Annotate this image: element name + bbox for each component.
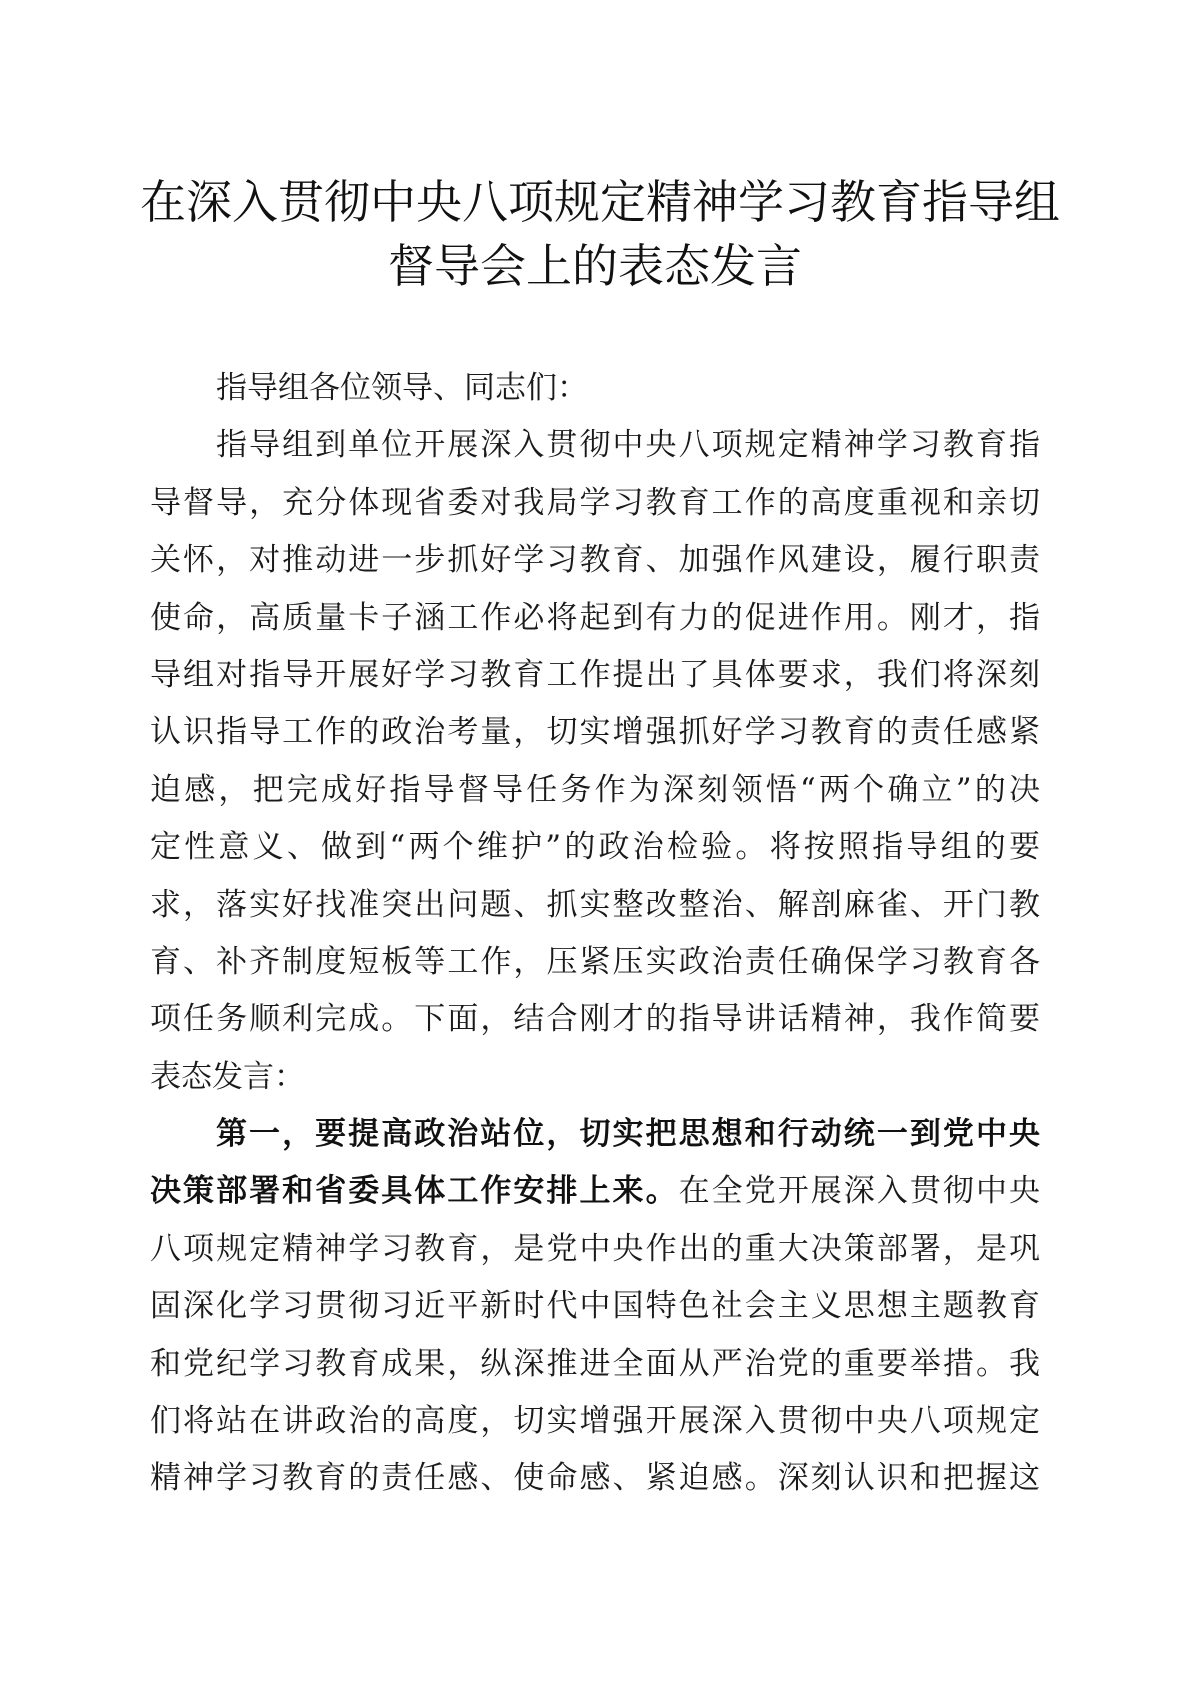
- paragraph-2: [150, 1106, 1040, 1508]
- paragraph-1-line: 指导组到单位开展深入贯彻中央八项规定精神学习教育指: [216, 427, 1040, 464]
- paragraph-2-line-text: 在全党开展深入贯彻中央: [678, 1173, 1041, 1210]
- paragraph-2-line: 们将站在讲政治的高度，切实增强开展深入贯彻中央八项规定: [150, 1403, 1040, 1440]
- salutation: 指导组各位领导、同志们：: [216, 370, 588, 406]
- document-title: [140, 170, 1060, 298]
- paragraph-1-line: 使命，高质量卡子涵工作必将起到有力的促进作用。刚才，指: [150, 599, 1040, 636]
- paragraph-2-line: 精神学习教育的责任感、使命感、紧迫感。深刻认识和把握这: [150, 1460, 1040, 1497]
- paragraph-1-line: 项任务顺利完成。下面，结合刚才的指导讲话精神，我作简要: [150, 1001, 1040, 1038]
- paragraph-2-line: 和党纪学习教育成果，纵深推进全面从严治党的重要举措。我: [150, 1345, 1040, 1382]
- paragraph-1-line: 定性意义、做到“两个维护”的政治检验。将按照指导组的要: [150, 829, 1040, 866]
- paragraph-1-line: 求，落实好找准突出问题、抓实整改整治、解剖麻雀、开门教: [150, 886, 1040, 923]
- title-line-2: 督导会上的表态发言: [388, 239, 802, 293]
- paragraph-2-heading: 第一，要提高政治站位，切实把思想和行动统一到党中央: [216, 1116, 1040, 1153]
- paragraph-1-line: 关怀，对推动进一步抓好学习教育、加强作风建设，履行职责: [150, 542, 1040, 579]
- paragraph-1-line: 导组对指导开展好学习教育工作提出了具体要求，我们将深刻: [150, 656, 1040, 693]
- paragraph-2-line: 八项规定精神学习教育，是党中央作出的重大决策部署，是巩: [150, 1230, 1040, 1267]
- paragraph-1-line: 育、补齐制度短板等工作，压紧压实政治责任确保学习教育各: [150, 943, 1040, 980]
- paragraph-2-line: [150, 1163, 1040, 1220]
- paragraph-1-line: 迫感，把完成好指导督导任务作为深刻领悟“两个确立”的决: [150, 771, 1040, 808]
- paragraph-1-line: 表态发言：: [150, 1058, 305, 1095]
- paragraph-1: [150, 417, 1040, 1106]
- paragraph-1-line: 认识指导工作的政治考量，切实增强抓好学习教育的责任感紧: [150, 714, 1040, 751]
- paragraph-2-line: 固深化学习贯彻习近平新时代中国特色社会主义思想主题教育: [150, 1288, 1040, 1325]
- document-body: [150, 360, 1040, 1508]
- title-line-1: 在深入贯彻中央八项规定精神学习教育指导组: [140, 175, 1060, 229]
- paragraph-1-line: 导督导，充分体现省委对我局学习教育工作的高度重视和亲切: [150, 484, 1040, 521]
- paragraph-2-heading-end: 决策部署和省委具体工作安排上来。: [150, 1173, 679, 1210]
